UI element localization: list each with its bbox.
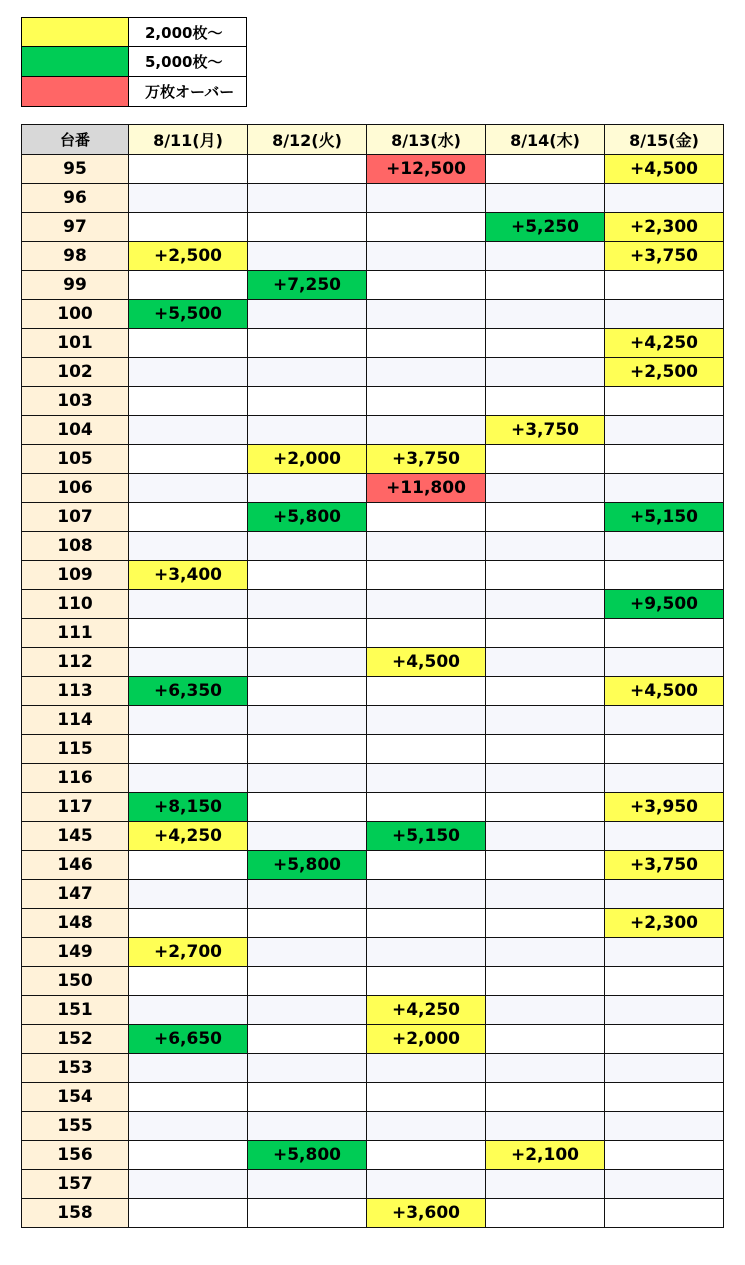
value-cell: +3,600 — [367, 1199, 486, 1228]
value-cell — [248, 155, 367, 184]
value-cell: +3,750 — [486, 416, 605, 445]
value-cell: +2,100 — [486, 1141, 605, 1170]
legend-label-10000: 万枚オーバー — [129, 77, 247, 107]
table-row — [22, 474, 724, 503]
value-cell — [367, 329, 486, 358]
table-row — [22, 677, 724, 706]
value-cell — [486, 532, 605, 561]
value-cell — [486, 300, 605, 329]
value-cell — [486, 387, 605, 416]
value-cell — [367, 967, 486, 996]
value-cell — [486, 184, 605, 213]
value-cell — [486, 851, 605, 880]
value-cell — [248, 996, 367, 1025]
value-cell: +4,500 — [605, 677, 724, 706]
value-cell — [605, 880, 724, 909]
value-cell — [129, 155, 248, 184]
table-row — [22, 851, 724, 880]
value-cell — [486, 242, 605, 271]
value-cell — [367, 880, 486, 909]
value-cell: +2,500 — [605, 358, 724, 387]
value-cell — [248, 590, 367, 619]
machine-number: 111 — [22, 619, 129, 648]
value-cell — [248, 242, 367, 271]
value-cell: +4,250 — [367, 996, 486, 1025]
value-cell: +8,150 — [129, 793, 248, 822]
table-row — [22, 271, 724, 300]
value-cell — [486, 474, 605, 503]
table-row — [22, 387, 724, 416]
value-cell — [248, 735, 367, 764]
value-cell — [248, 1083, 367, 1112]
machine-number: 101 — [22, 329, 129, 358]
value-cell: +11,800 — [367, 474, 486, 503]
value-cell — [367, 532, 486, 561]
value-cell: +4,500 — [367, 648, 486, 677]
machine-number: 115 — [22, 735, 129, 764]
value-cell — [486, 1199, 605, 1228]
machine-number: 155 — [22, 1112, 129, 1141]
value-cell — [129, 706, 248, 735]
value-cell — [367, 300, 486, 329]
table-row — [22, 793, 724, 822]
table-row — [22, 996, 724, 1025]
machine-number: 156 — [22, 1141, 129, 1170]
value-cell — [248, 764, 367, 793]
value-cell: +2,700 — [129, 938, 248, 967]
value-cell — [605, 706, 724, 735]
value-cell: +5,150 — [605, 503, 724, 532]
value-cell: +5,500 — [129, 300, 248, 329]
legend-swatch-yellow — [22, 18, 129, 47]
machine-number: 117 — [22, 793, 129, 822]
legend — [21, 17, 247, 107]
value-cell — [486, 1170, 605, 1199]
value-cell — [248, 822, 367, 851]
value-cell — [486, 735, 605, 764]
value-cell — [605, 184, 724, 213]
value-cell — [367, 793, 486, 822]
value-cell — [367, 851, 486, 880]
table-row — [22, 1170, 724, 1199]
table-row — [22, 155, 724, 184]
value-cell: +3,950 — [605, 793, 724, 822]
value-cell — [605, 387, 724, 416]
value-cell — [129, 1054, 248, 1083]
table-row — [22, 909, 724, 938]
value-cell: +4,500 — [605, 155, 724, 184]
value-cell — [129, 1199, 248, 1228]
value-cell — [605, 300, 724, 329]
value-cell — [248, 677, 367, 706]
header-row — [22, 125, 724, 155]
value-cell — [605, 648, 724, 677]
value-cell — [248, 1025, 367, 1054]
value-cell — [605, 996, 724, 1025]
table-row — [22, 300, 724, 329]
value-cell — [367, 706, 486, 735]
table-row — [22, 822, 724, 851]
value-cell — [486, 590, 605, 619]
machine-number: 113 — [22, 677, 129, 706]
value-cell — [248, 1054, 367, 1083]
value-cell — [248, 329, 367, 358]
table-row — [22, 184, 724, 213]
legend-label-2000: 2,000枚〜 — [129, 18, 247, 47]
value-cell — [486, 677, 605, 706]
value-cell — [248, 706, 367, 735]
machine-number: 114 — [22, 706, 129, 735]
date-header-2: 8/13(水) — [367, 125, 486, 155]
value-cell — [129, 1141, 248, 1170]
value-cell: +2,300 — [605, 213, 724, 242]
value-cell — [248, 184, 367, 213]
table-row — [22, 880, 724, 909]
machine-number: 158 — [22, 1199, 129, 1228]
value-cell — [248, 619, 367, 648]
value-cell: +5,250 — [486, 213, 605, 242]
value-cell — [486, 909, 605, 938]
table-row — [22, 416, 724, 445]
value-cell: +5,800 — [248, 851, 367, 880]
value-cell — [605, 938, 724, 967]
machine-number: 103 — [22, 387, 129, 416]
value-cell — [129, 1083, 248, 1112]
legend-row-5000 — [22, 47, 247, 77]
table-row — [22, 1112, 724, 1141]
value-cell — [248, 967, 367, 996]
value-cell — [129, 271, 248, 300]
value-cell — [129, 590, 248, 619]
value-cell — [486, 1112, 605, 1141]
value-cell — [605, 764, 724, 793]
value-cell — [605, 445, 724, 474]
machine-number: 109 — [22, 561, 129, 590]
value-cell — [605, 1170, 724, 1199]
machine-number: 107 — [22, 503, 129, 532]
value-cell — [248, 300, 367, 329]
value-cell — [367, 590, 486, 619]
value-cell — [367, 1141, 486, 1170]
value-cell: +3,750 — [367, 445, 486, 474]
value-cell — [129, 213, 248, 242]
value-cell — [605, 1199, 724, 1228]
machine-number: 100 — [22, 300, 129, 329]
value-cell — [367, 938, 486, 967]
table-row — [22, 1083, 724, 1112]
table-row — [22, 967, 724, 996]
value-cell: +4,250 — [129, 822, 248, 851]
value-cell — [486, 503, 605, 532]
table-row — [22, 213, 724, 242]
value-cell — [129, 648, 248, 677]
machine-number: 112 — [22, 648, 129, 677]
value-cell — [129, 735, 248, 764]
machine-number: 116 — [22, 764, 129, 793]
table-row — [22, 735, 724, 764]
table-row — [22, 1199, 724, 1228]
value-cell — [486, 822, 605, 851]
value-cell — [486, 358, 605, 387]
value-cell — [248, 387, 367, 416]
value-cell — [367, 561, 486, 590]
legend-row-2000 — [22, 18, 247, 47]
machine-number: 150 — [22, 967, 129, 996]
value-cell: +4,250 — [605, 329, 724, 358]
table-row — [22, 1054, 724, 1083]
value-cell — [129, 764, 248, 793]
machine-number: 152 — [22, 1025, 129, 1054]
table-row — [22, 329, 724, 358]
value-cell — [248, 416, 367, 445]
value-cell — [605, 474, 724, 503]
date-header-3: 8/14(木) — [486, 125, 605, 155]
machine-number-header: 台番 — [22, 125, 129, 155]
value-cell — [486, 155, 605, 184]
machine-number: 110 — [22, 590, 129, 619]
value-cell — [367, 764, 486, 793]
machine-number: 98 — [22, 242, 129, 271]
value-cell — [248, 213, 367, 242]
value-cell — [605, 822, 724, 851]
value-cell: +12,500 — [367, 155, 486, 184]
value-cell — [486, 648, 605, 677]
value-cell — [605, 619, 724, 648]
machine-number: 108 — [22, 532, 129, 561]
value-cell: +2,300 — [605, 909, 724, 938]
value-cell — [367, 619, 486, 648]
machine-number: 104 — [22, 416, 129, 445]
value-cell — [129, 967, 248, 996]
legend-label-5000: 5,000枚〜 — [129, 47, 247, 77]
machine-number: 96 — [22, 184, 129, 213]
machine-number: 157 — [22, 1170, 129, 1199]
value-cell — [129, 880, 248, 909]
value-cell: +6,350 — [129, 677, 248, 706]
value-cell — [486, 1054, 605, 1083]
table-row — [22, 1141, 724, 1170]
table-row — [22, 358, 724, 387]
value-cell: +9,500 — [605, 590, 724, 619]
machine-number: 146 — [22, 851, 129, 880]
value-cell — [486, 561, 605, 590]
value-cell — [129, 445, 248, 474]
value-cell: +5,800 — [248, 1141, 367, 1170]
value-cell — [605, 416, 724, 445]
value-cell — [486, 793, 605, 822]
value-cell: +2,000 — [248, 445, 367, 474]
value-cell — [367, 387, 486, 416]
machine-number: 105 — [22, 445, 129, 474]
table-row — [22, 590, 724, 619]
value-cell — [605, 1054, 724, 1083]
value-cell: +6,650 — [129, 1025, 248, 1054]
value-cell — [486, 967, 605, 996]
value-cell — [605, 1083, 724, 1112]
value-cell — [248, 1112, 367, 1141]
value-cell — [129, 387, 248, 416]
value-cell — [486, 996, 605, 1025]
value-cell — [367, 213, 486, 242]
value-cell — [605, 1025, 724, 1054]
value-cell — [367, 242, 486, 271]
value-cell: +3,750 — [605, 242, 724, 271]
value-cell — [367, 358, 486, 387]
value-cell — [248, 358, 367, 387]
value-cell — [367, 503, 486, 532]
value-cell — [486, 938, 605, 967]
value-cell — [129, 416, 248, 445]
value-cell — [605, 271, 724, 300]
value-cell — [367, 909, 486, 938]
value-cell — [367, 1054, 486, 1083]
value-cell — [129, 996, 248, 1025]
value-cell — [248, 474, 367, 503]
machine-number: 145 — [22, 822, 129, 851]
value-cell — [129, 503, 248, 532]
value-cell — [486, 1083, 605, 1112]
value-cell — [248, 938, 367, 967]
machine-number: 154 — [22, 1083, 129, 1112]
table-row — [22, 706, 724, 735]
machine-number: 106 — [22, 474, 129, 503]
machine-number: 151 — [22, 996, 129, 1025]
value-cell — [367, 735, 486, 764]
value-cell — [367, 1083, 486, 1112]
table-row — [22, 503, 724, 532]
value-cell — [248, 561, 367, 590]
table-row — [22, 242, 724, 271]
value-cell — [129, 358, 248, 387]
machine-number: 149 — [22, 938, 129, 967]
value-cell — [486, 619, 605, 648]
value-cell — [129, 1170, 248, 1199]
value-cell — [605, 1112, 724, 1141]
value-cell — [129, 619, 248, 648]
value-cell — [367, 271, 486, 300]
value-cell — [486, 445, 605, 474]
value-cell — [486, 271, 605, 300]
table-row — [22, 619, 724, 648]
value-cell — [605, 532, 724, 561]
value-cell — [129, 329, 248, 358]
value-cell — [605, 561, 724, 590]
machine-number: 95 — [22, 155, 129, 184]
table-row — [22, 938, 724, 967]
machine-number: 97 — [22, 213, 129, 242]
value-cell — [605, 1141, 724, 1170]
table-row — [22, 532, 724, 561]
value-cell — [248, 648, 367, 677]
legend-swatch-red — [22, 77, 129, 107]
value-cell — [129, 474, 248, 503]
table-row — [22, 648, 724, 677]
value-cell — [367, 677, 486, 706]
value-cell — [367, 1112, 486, 1141]
value-cell: +3,400 — [129, 561, 248, 590]
legend-row-10000 — [22, 77, 247, 107]
value-cell — [248, 793, 367, 822]
value-cell — [486, 329, 605, 358]
value-cell: +5,800 — [248, 503, 367, 532]
value-cell: +2,500 — [129, 242, 248, 271]
table-row — [22, 445, 724, 474]
value-cell — [486, 880, 605, 909]
value-cell — [129, 1112, 248, 1141]
value-cell — [486, 706, 605, 735]
value-cell — [248, 532, 367, 561]
value-cell: +7,250 — [248, 271, 367, 300]
value-cell — [248, 1199, 367, 1228]
value-cell — [367, 184, 486, 213]
value-cell — [367, 416, 486, 445]
table-row — [22, 561, 724, 590]
value-cell — [367, 1170, 486, 1199]
value-cell — [129, 909, 248, 938]
machine-number: 148 — [22, 909, 129, 938]
value-cell — [605, 735, 724, 764]
value-cell — [129, 532, 248, 561]
machine-number: 99 — [22, 271, 129, 300]
value-cell — [486, 764, 605, 793]
value-cell — [248, 880, 367, 909]
value-cell: +5,150 — [367, 822, 486, 851]
legend-swatch-green — [22, 47, 129, 77]
value-cell: +2,000 — [367, 1025, 486, 1054]
results-table — [21, 124, 724, 1228]
date-header-4: 8/15(金) — [605, 125, 724, 155]
machine-number: 102 — [22, 358, 129, 387]
date-header-1: 8/12(火) — [248, 125, 367, 155]
value-cell — [248, 1170, 367, 1199]
machine-number: 147 — [22, 880, 129, 909]
value-cell — [129, 851, 248, 880]
value-cell — [129, 184, 248, 213]
value-cell — [605, 967, 724, 996]
table-row — [22, 1025, 724, 1054]
machine-number: 153 — [22, 1054, 129, 1083]
date-header-0: 8/11(月) — [129, 125, 248, 155]
value-cell: +3,750 — [605, 851, 724, 880]
value-cell — [486, 1025, 605, 1054]
table-row — [22, 764, 724, 793]
value-cell — [248, 909, 367, 938]
